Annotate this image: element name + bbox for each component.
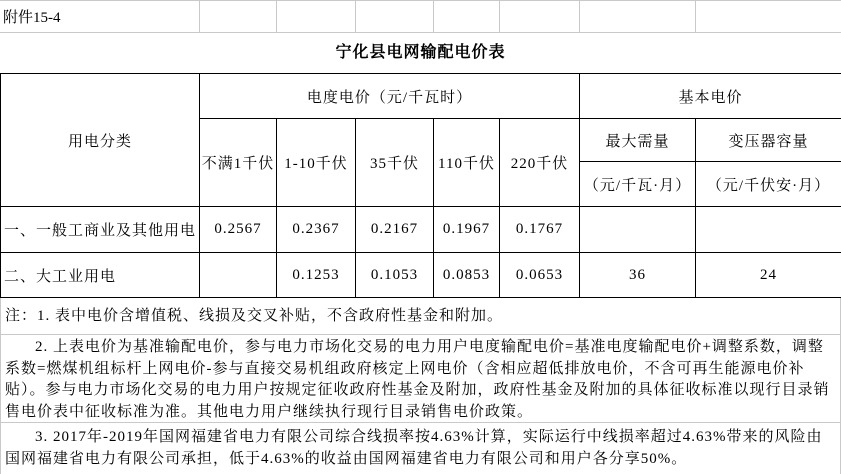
header-energy-price: 电度电价（元/千瓦时） — [200, 74, 580, 119]
grid-cell — [433, 1, 499, 33]
note-2: 2. 上表电价为基准输配电价，参与电力市场化交易的电力用户电度输配电价=基准电度输配电价+调整系数，调整系数=燃煤机组标杆上网电价-参与直接交易机组政府核定上网电价（含相应超低排放电价，不含可再生能源电价补贴）。参与电力市场化交易的电力用户按规定征收政府性基金及附加，政府性基金及附加的具体征收标准以现行目录销售电价表中征收标准为准。其他电力用户继续执行现行目录销售电价政策。 — [0, 335, 841, 423]
transformer-capacity-cell — [696, 207, 841, 253]
table-row — [1, 207, 841, 253]
price-cell: 0.1253 — [277, 253, 356, 298]
max-demand-cell — [580, 207, 696, 253]
header-voltage-tier: 35千伏 — [356, 119, 434, 207]
price-table — [0, 73, 841, 298]
attachment-label: 附件15-4 — [0, 1, 199, 33]
price-cell: 0.2567 — [200, 207, 277, 253]
grid-cell — [276, 1, 355, 33]
unit-transformer-capacity: （元/千伏安·月） — [696, 162, 841, 207]
price-cell: 0.1967 — [434, 207, 500, 253]
grid-cell — [695, 1, 841, 33]
price-cell: 0.0853 — [434, 253, 500, 298]
header-max-demand: 最大需量 — [580, 119, 696, 162]
header-transformer-capacity: 变压器容量 — [696, 119, 841, 162]
header-voltage-tier: 不满1千伏 — [200, 119, 277, 207]
grid-cell — [499, 1, 579, 33]
header-voltage-tier: 1-10千伏 — [277, 119, 356, 207]
price-cell: 0.1053 — [356, 253, 434, 298]
header-consumer-category: 用电分类 — [1, 74, 200, 207]
note-3: 3. 2017年-2019年国网福建省电力有限公司综合线损率按4.63%计算，实际运行中线损率超过4.63%带来的风险由国网福建省电力有限公司承担，低于4.63%的收益由国网福建省电力有限公司和用户各分享50%。 — [0, 423, 841, 474]
price-cell: 0.1767 — [500, 207, 580, 253]
price-cell: 0.0653 — [500, 253, 580, 298]
note-1: 注：1. 表中电价含增值税、线损及交叉补贴，不含政府性基金和附加。 — [0, 298, 841, 335]
grid-cell — [355, 1, 433, 33]
header-voltage-tier: 110千伏 — [434, 119, 500, 207]
unit-max-demand: （元/千瓦·月） — [580, 162, 696, 207]
transformer-capacity-cell: 24 — [696, 253, 841, 298]
header-basic-price: 基本电价 — [580, 74, 841, 119]
grid-cell — [199, 1, 276, 33]
grid-cell — [579, 1, 695, 33]
max-demand-cell: 36 — [580, 253, 696, 298]
category-cell: 一、一般工商业及其他用电 — [1, 207, 200, 253]
header-voltage-tier: 220千伏 — [500, 119, 580, 207]
price-cell — [200, 253, 277, 298]
table-title: 宁化县电网输配电价表 — [0, 33, 841, 73]
category-cell: 二、大工业用电 — [1, 253, 200, 298]
table-row — [1, 253, 841, 298]
price-cell: 0.2367 — [277, 207, 356, 253]
top-gridline-row — [0, 0, 841, 33]
price-cell: 0.2167 — [356, 207, 434, 253]
